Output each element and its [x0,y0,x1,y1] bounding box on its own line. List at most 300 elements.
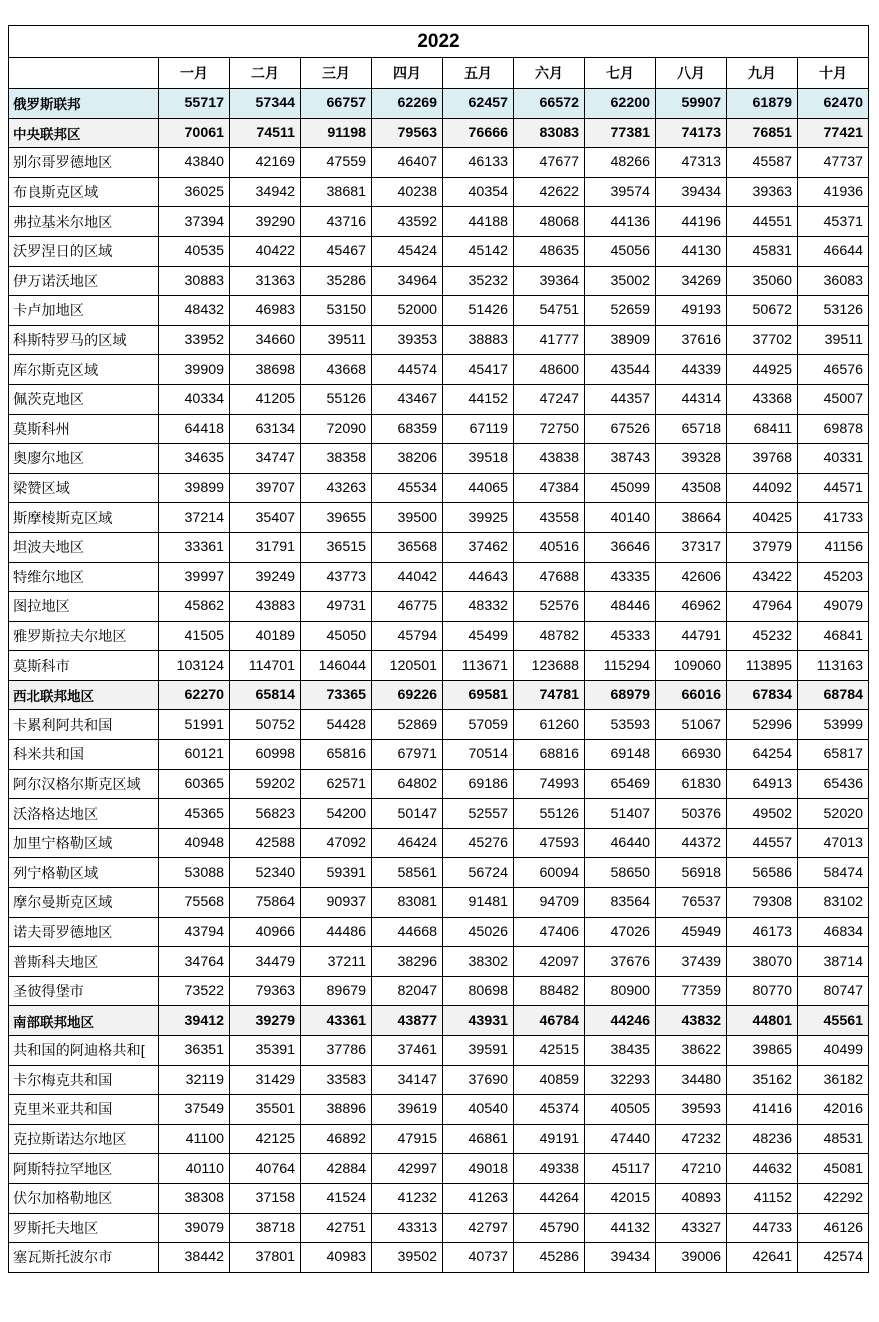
table-row [9,1213,869,1243]
value-cell: 38883 [443,325,514,355]
value-cell: 39655 [301,503,372,533]
value-cell: 44246 [585,1006,656,1036]
value-cell: 38622 [656,1036,727,1066]
value-cell: 61260 [514,710,585,740]
value-cell: 44314 [656,384,727,414]
value-cell: 54751 [514,296,585,326]
value-cell: 43668 [301,355,372,385]
value-cell: 57059 [443,710,514,740]
value-cell: 50672 [727,296,798,326]
value-cell: 45203 [798,562,869,592]
value-cell: 43794 [159,917,230,947]
value-cell: 41263 [443,1183,514,1213]
value-cell: 40764 [230,1154,301,1184]
value-cell: 33952 [159,325,230,355]
value-cell: 42622 [514,177,585,207]
value-cell: 65817 [798,740,869,770]
value-cell: 44733 [727,1213,798,1243]
value-cell: 115294 [585,651,656,681]
value-cell: 39925 [443,503,514,533]
value-cell: 34660 [230,325,301,355]
value-cell: 46784 [514,1006,585,1036]
table-row [9,384,869,414]
value-cell: 91481 [443,888,514,918]
value-cell: 39434 [656,177,727,207]
region-name-cell: 圣彼得堡市 [9,976,159,1006]
value-cell: 40425 [727,503,798,533]
value-cell: 48432 [159,296,230,326]
value-cell: 42292 [798,1183,869,1213]
value-cell: 34764 [159,947,230,977]
value-cell: 80900 [585,976,656,1006]
value-cell: 45365 [159,799,230,829]
region-name-cell: 库尔斯克区域 [9,355,159,385]
value-cell: 72750 [514,414,585,444]
table-row [9,89,869,119]
table-row [9,1036,869,1066]
value-cell: 66757 [301,89,372,119]
value-cell: 34147 [372,1065,443,1095]
value-cell: 40535 [159,236,230,266]
value-cell: 34479 [230,947,301,977]
value-cell: 49079 [798,592,869,622]
value-cell: 94709 [514,888,585,918]
region-name-cell: 摩尔曼斯克区域 [9,888,159,918]
value-cell: 42125 [230,1124,301,1154]
value-cell: 43558 [514,503,585,533]
value-cell: 39434 [585,1243,656,1273]
value-cell: 46644 [798,236,869,266]
value-cell: 47026 [585,917,656,947]
table-row [9,503,869,533]
table-row [9,562,869,592]
value-cell: 103124 [159,651,230,681]
value-cell: 31791 [230,532,301,562]
value-cell: 62270 [159,680,230,710]
value-cell: 54200 [301,799,372,829]
value-cell: 42588 [230,828,301,858]
region-name-cell: 加里宁格勒区域 [9,828,159,858]
region-name-cell: 普斯科夫地区 [9,947,159,977]
value-cell: 76851 [727,118,798,148]
value-cell: 43467 [372,384,443,414]
value-cell: 45099 [585,473,656,503]
value-cell: 37702 [727,325,798,355]
value-cell: 41205 [230,384,301,414]
value-cell: 39574 [585,177,656,207]
value-cell: 41232 [372,1183,443,1213]
value-cell: 48236 [727,1124,798,1154]
value-cell: 44136 [585,207,656,237]
value-cell: 52557 [443,799,514,829]
value-cell: 40516 [514,532,585,562]
value-cell: 72090 [301,414,372,444]
region-name-cell: 布良斯克区域 [9,177,159,207]
value-cell: 52000 [372,296,443,326]
value-cell: 47964 [727,592,798,622]
value-cell: 41100 [159,1124,230,1154]
value-cell: 46126 [798,1213,869,1243]
value-cell: 59202 [230,769,301,799]
value-cell: 123688 [514,651,585,681]
value-cell: 42515 [514,1036,585,1066]
table-row [9,444,869,474]
value-cell: 41416 [727,1095,798,1125]
value-cell: 39079 [159,1213,230,1243]
value-cell: 41524 [301,1183,372,1213]
value-cell: 46407 [372,148,443,178]
value-cell: 57344 [230,89,301,119]
value-cell: 41152 [727,1183,798,1213]
value-cell: 41936 [798,177,869,207]
month-header-cell: 三月 [301,58,372,89]
value-cell: 46775 [372,592,443,622]
value-cell: 44130 [656,236,727,266]
region-name-cell: 弗拉基米尔地区 [9,207,159,237]
region-name-cell: 卡累利阿共和国 [9,710,159,740]
value-cell: 44557 [727,828,798,858]
value-cell: 82047 [372,976,443,1006]
value-cell: 69148 [585,740,656,770]
value-cell: 52996 [727,710,798,740]
value-cell: 46173 [727,917,798,947]
value-cell: 38743 [585,444,656,474]
value-cell: 47915 [372,1124,443,1154]
value-cell: 39768 [727,444,798,474]
value-cell: 42015 [585,1183,656,1213]
value-cell: 54428 [301,710,372,740]
value-cell: 76666 [443,118,514,148]
value-cell: 48531 [798,1124,869,1154]
value-cell: 120501 [372,651,443,681]
value-cell: 39500 [372,503,443,533]
table-row [9,1243,869,1273]
value-cell: 52869 [372,710,443,740]
value-cell: 41505 [159,621,230,651]
value-cell: 47384 [514,473,585,503]
table-row [9,740,869,770]
value-cell: 146044 [301,651,372,681]
value-cell: 45117 [585,1154,656,1184]
value-cell: 45276 [443,828,514,858]
value-cell: 69226 [372,680,443,710]
value-cell: 36515 [301,532,372,562]
value-cell: 62200 [585,89,656,119]
value-cell: 44571 [798,473,869,503]
value-cell: 41156 [798,532,869,562]
table-row [9,118,869,148]
value-cell: 40983 [301,1243,372,1273]
value-cell: 43838 [514,444,585,474]
value-cell: 42884 [301,1154,372,1184]
value-cell: 83083 [514,118,585,148]
value-cell: 46841 [798,621,869,651]
value-cell: 42169 [230,148,301,178]
month-header-cell: 二月 [230,58,301,89]
value-cell: 77381 [585,118,656,148]
value-cell: 69581 [443,680,514,710]
value-cell: 35391 [230,1036,301,1066]
value-cell: 59907 [656,89,727,119]
value-cell: 45056 [585,236,656,266]
value-cell: 47092 [301,828,372,858]
value-cell: 32119 [159,1065,230,1095]
value-cell: 70514 [443,740,514,770]
value-cell: 45794 [372,621,443,651]
region-name-cell: 克里米亚共和国 [9,1095,159,1125]
value-cell: 40422 [230,236,301,266]
value-cell: 34942 [230,177,301,207]
value-cell: 52576 [514,592,585,622]
value-cell: 43313 [372,1213,443,1243]
region-name-cell: 西北联邦地区 [9,680,159,710]
value-cell: 47737 [798,148,869,178]
value-cell: 43877 [372,1006,443,1036]
value-cell: 49018 [443,1154,514,1184]
table-row [9,976,869,1006]
table-row [9,947,869,977]
value-cell: 37690 [443,1065,514,1095]
value-cell: 66016 [656,680,727,710]
value-cell: 31429 [230,1065,301,1095]
value-cell: 37979 [727,532,798,562]
value-cell: 65718 [656,414,727,444]
value-cell: 38358 [301,444,372,474]
value-cell: 61879 [727,89,798,119]
value-cell: 44152 [443,384,514,414]
value-cell: 43422 [727,562,798,592]
value-cell: 45026 [443,917,514,947]
value-cell: 39006 [656,1243,727,1273]
table-row [9,621,869,651]
value-cell: 48446 [585,592,656,622]
value-cell: 65816 [301,740,372,770]
value-cell: 43508 [656,473,727,503]
value-cell: 37211 [301,947,372,977]
value-cell: 73522 [159,976,230,1006]
value-cell: 40505 [585,1095,656,1125]
region-name-cell: 伊万诺沃地区 [9,266,159,296]
value-cell: 47210 [656,1154,727,1184]
value-cell: 45232 [727,621,798,651]
value-cell: 43716 [301,207,372,237]
value-cell: 68411 [727,414,798,444]
value-cell: 39518 [443,444,514,474]
value-cell: 39328 [656,444,727,474]
value-cell: 43335 [585,562,656,592]
value-cell: 47247 [514,384,585,414]
value-cell: 68784 [798,680,869,710]
value-cell: 48068 [514,207,585,237]
value-cell: 47688 [514,562,585,592]
value-cell: 44551 [727,207,798,237]
value-cell: 47406 [514,917,585,947]
value-cell: 77359 [656,976,727,1006]
value-cell: 80698 [443,976,514,1006]
table-row [9,828,869,858]
region-name-cell: 克拉斯诺达尔地区 [9,1124,159,1154]
value-cell: 56823 [230,799,301,829]
region-name-cell: 诺夫哥罗德地区 [9,917,159,947]
value-cell: 44643 [443,562,514,592]
value-cell: 42574 [798,1243,869,1273]
region-name-cell: 伏尔加格勒地区 [9,1183,159,1213]
value-cell: 44339 [656,355,727,385]
value-cell: 40859 [514,1065,585,1095]
value-cell: 39593 [656,1095,727,1125]
value-cell: 45587 [727,148,798,178]
salary-table-sheet [8,25,869,1273]
table-row [9,917,869,947]
value-cell: 39899 [159,473,230,503]
table-row [9,1095,869,1125]
value-cell: 44132 [585,1213,656,1243]
value-cell: 37394 [159,207,230,237]
value-cell: 64418 [159,414,230,444]
value-cell: 39364 [514,266,585,296]
value-cell: 40499 [798,1036,869,1066]
region-name-cell: 沃罗涅日的区域 [9,236,159,266]
value-cell: 44092 [727,473,798,503]
table-row [9,355,869,385]
value-cell: 68979 [585,680,656,710]
value-cell: 45499 [443,621,514,651]
value-cell: 40238 [372,177,443,207]
month-header-row [9,58,869,89]
value-cell: 56918 [656,858,727,888]
value-cell: 52340 [230,858,301,888]
value-cell: 66930 [656,740,727,770]
value-cell: 45561 [798,1006,869,1036]
value-cell: 49338 [514,1154,585,1184]
region-name-cell: 图拉地区 [9,592,159,622]
value-cell: 58650 [585,858,656,888]
value-cell: 40110 [159,1154,230,1184]
value-cell: 34635 [159,444,230,474]
region-name-cell: 奥廖尔地区 [9,444,159,474]
region-name-cell: 雅罗斯拉夫尔地区 [9,621,159,651]
table-row [9,473,869,503]
value-cell: 52659 [585,296,656,326]
value-cell: 62571 [301,769,372,799]
value-cell: 60121 [159,740,230,770]
region-name-cell: 特维尔地区 [9,562,159,592]
value-cell: 40334 [159,384,230,414]
value-cell: 39707 [230,473,301,503]
region-name-cell: 罗斯托夫地区 [9,1213,159,1243]
table-title-row [9,26,869,58]
value-cell: 40893 [656,1183,727,1213]
value-cell: 55126 [514,799,585,829]
value-cell: 66572 [514,89,585,119]
value-cell: 43368 [727,384,798,414]
value-cell: 113895 [727,651,798,681]
table-row [9,148,869,178]
value-cell: 53088 [159,858,230,888]
value-cell: 44791 [656,621,727,651]
value-cell: 45949 [656,917,727,947]
value-cell: 69878 [798,414,869,444]
table-row [9,651,869,681]
value-cell: 88482 [514,976,585,1006]
value-cell: 38909 [585,325,656,355]
value-cell: 38308 [159,1183,230,1213]
region-name-cell: 梁赞区域 [9,473,159,503]
month-header-cell: 四月 [372,58,443,89]
value-cell: 51426 [443,296,514,326]
value-cell: 113163 [798,651,869,681]
value-cell: 48600 [514,355,585,385]
month-header-cell: 一月 [159,58,230,89]
value-cell: 44357 [585,384,656,414]
region-name-cell: 列宁格勒区域 [9,858,159,888]
month-header-cell: 七月 [585,58,656,89]
table-row [9,1124,869,1154]
value-cell: 37317 [656,532,727,562]
value-cell: 36083 [798,266,869,296]
table-row [9,207,869,237]
value-cell: 44196 [656,207,727,237]
value-cell: 39997 [159,562,230,592]
value-cell: 44188 [443,207,514,237]
value-cell: 30883 [159,266,230,296]
value-cell: 40540 [443,1095,514,1125]
value-cell: 67971 [372,740,443,770]
value-cell: 43931 [443,1006,514,1036]
value-cell: 43327 [656,1213,727,1243]
value-cell: 51067 [656,710,727,740]
value-cell: 114701 [230,651,301,681]
value-cell: 55126 [301,384,372,414]
value-cell: 75568 [159,888,230,918]
region-name-cell: 坦波夫地区 [9,532,159,562]
month-header-cell: 六月 [514,58,585,89]
value-cell: 91198 [301,118,372,148]
value-cell: 38296 [372,947,443,977]
value-cell: 74173 [656,118,727,148]
value-cell: 37439 [656,947,727,977]
value-cell: 35286 [301,266,372,296]
value-cell: 83081 [372,888,443,918]
value-cell: 51407 [585,799,656,829]
value-cell: 59391 [301,858,372,888]
value-cell: 64802 [372,769,443,799]
region-name-cell: 莫斯科州 [9,414,159,444]
value-cell: 74781 [514,680,585,710]
value-cell: 37616 [656,325,727,355]
value-cell: 47677 [514,148,585,178]
value-cell: 80747 [798,976,869,1006]
value-cell: 113671 [443,651,514,681]
value-cell: 48266 [585,148,656,178]
value-cell: 75864 [230,888,301,918]
value-cell: 39511 [798,325,869,355]
value-cell: 89679 [301,976,372,1006]
value-cell: 60365 [159,769,230,799]
value-cell: 42751 [301,1213,372,1243]
value-cell: 44065 [443,473,514,503]
value-cell: 34480 [656,1065,727,1095]
value-cell: 38718 [230,1213,301,1243]
table-row [9,592,869,622]
region-name-cell: 沃洛格达地区 [9,799,159,829]
value-cell: 65814 [230,680,301,710]
region-name-cell: 共和国的阿迪格共和[ [9,1036,159,1066]
value-cell: 64254 [727,740,798,770]
value-cell: 40737 [443,1243,514,1273]
month-header-cell: 八月 [656,58,727,89]
value-cell: 80770 [727,976,798,1006]
